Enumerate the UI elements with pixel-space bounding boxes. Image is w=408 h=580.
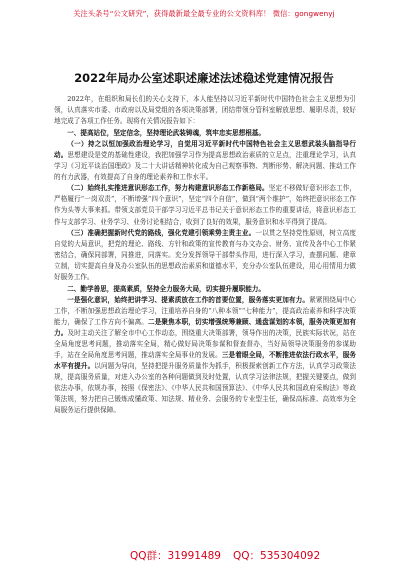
item-lead: （一）持之以恒加强政治理论学习，自觉用习近平新时代中国特色社会主义思想武装头脑指导行动。 [54,140,356,160]
document-title: 2022年局办公室述职述廉述法述稳述党建情况报告 [74,71,334,85]
point-2-lead: 二是聚焦本职，切实增强统筹兼顾、通盘谋划的本领，服务决策更加有力。 [54,317,357,337]
section1-item-1 [54,139,356,183]
item-body: 一以贯之坚持党性原则，树立高度自觉的大局意识，把党的理论、路线、方针和政策的宣传教育与办文办会、财务、宣传及各中心工作紧密结合，确保同部署，同推进，同落实。充分发挥领导干部带头作用，进行深入学习，查摆问题、建章立制，切实提高自身及办公室队伍的思想政治素质和道德水平，充分办公室队伍建设，用心用情用力做好服务工作。 [54,228,357,281]
section1-item-2 [54,183,356,227]
promo-banner: 关注头条号“公文研究”，获得最新最全最专业的公文资料库！ 微信：gongwenyj [73,9,335,18]
qq-group-number: QQ群：31991489 [130,550,221,562]
item-body: 坚定不移做好意识形态工作，严格履行“一岗双责”，不断增强“四个意识”，坚定“四个自信”，做到“两个维护”，始终把意识形态工作作为头等大事来抓。带领支部党员干部学习习近平总书记关于意识形态工作的重要讲话，将意识形态工作与支部学习、业务学习、业务讨论相结合，收到了良好的效果，服务意识和水平得到了提高。 [54,184,357,226]
document-body [54,94,356,416]
point-1-body: 紧紧围绕局中心工作，不断加强思想政治理论学习，注重培养自身的“八种本领”“七种能力”，提高政治素养和科学决策能力，确保了工作方向不偏离。 [54,295,357,326]
item-lead: （三）准确把握新时代党的路线，强化党建引领乘势主责主业。 [67,228,256,237]
point-3-lead: 三是着眼全局，不断推进依法行政水平，服务水平有提升。 [54,351,356,371]
point-2-body: 及时主动关注了解全市中心工作动态，围绕重大决策部署，领导作出的决策，民族实际状况，站在全局角度思考问题，推动落实全局，精心做好局决策参谋和督查督办，当好局领导决策服务的参谋助手，站在全局角度思考问题，推动落实全局事业的发展。 [54,328,357,360]
item-lead: （二）始终扎实推进意识形态工作，努力构建意识形态工作新格局。 [67,184,269,193]
intro-paragraph: 2022年，在组织和局长们的关心支持下，本人能坚持以习近平新时代中国特色社会主义思想为引领，认真落实市委、市政府以及局党组的各项决策部署，团结带领分管科室解放思想、履职尽责，较好地完成了各项工作任务。现将有关情况报告如下： [54,95,356,126]
item-body: 思想建设是党的基础性建设，我把加强学习作为提高思想政治素质的立足点，注重理论学习，认真学习《习近平谈治国理政》及二十大讲话精神转化成为自己观察事物、判断形势、解决问题、推动工作的有力武器，有效提高了自身的理论素养和工作水平。 [54,151,357,182]
section2-paragraph [54,295,356,417]
point-1-lead: 一是强化意识，始终把讲学习、提素质放在工作的首要位置，服务落实更加有力。 [67,295,310,304]
section-heading-2: 二、勤学善思，提高素质，坚持全力服务大局，切实提升履职能力。 [67,284,265,293]
qq-number: QQ：535304092 [233,550,321,562]
point-3-body: 以问题为导向，坚持把提升服务质量作为抓手，积极探索创新工作方法，认真学习政策法规，提高服务质量，对进入办公室的各种问题做到及时处置，认真学习法律法规，把握关键要点，做到依法办事，依规办事，按照《保密法》、《中华人民共和国预算法》、《中华人民共和国政府采购法》等政策法规，努力把自己锻炼成懂政策、知法规、精业务、会服务的专业型主任，确保高标准、高效率为全局服务运行提供保障。 [54,362,357,415]
section-heading-1: 一、提高站位，坚定信念，坚持理论武装铸魂，筑牢忠实思想根基。 [67,129,265,138]
section1-item-3 [54,228,356,283]
